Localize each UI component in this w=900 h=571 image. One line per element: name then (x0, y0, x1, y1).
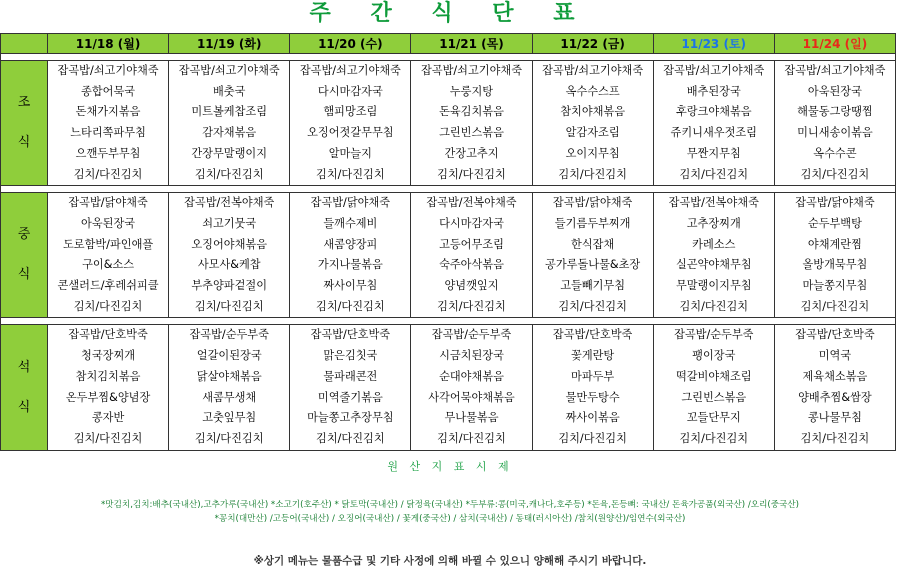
menu-item: 김치/다진김치 (800, 431, 870, 445)
menu-item: 다시마감자국 (317, 84, 383, 98)
menu-item: 올방개묵무침 (802, 258, 868, 272)
menu-cell (48, 193, 169, 318)
menu-item: 배춧국 (213, 84, 246, 98)
menu-item: 간장고추지 (444, 146, 499, 160)
day-header-sunday: 11/24 (일) (774, 34, 895, 54)
menu-item: 김치/다진김치 (316, 431, 385, 445)
day-header: 11/22 (금) (532, 34, 653, 54)
menu-item: 잡곡밥/순두부죽 (189, 328, 269, 342)
menu-item: 잡곡밥/쇠고기야채죽 (299, 64, 401, 77)
meal-label-char: 식 (17, 267, 31, 283)
origin-line: *꽁치(대만산) /고등어(국내산) / 오징어(국내산) / 꽃게(중국산) / 삼치(국내산) / 동태(러시아산) /참치(원양산)/임연수(외국산) (214, 514, 686, 524)
menu-cell (290, 193, 411, 318)
menu-item: 김치/다진김치 (316, 299, 385, 313)
menu-item: 배추된장국 (686, 84, 741, 98)
meal-spacer-cell (1, 186, 896, 193)
menu-item: 순대야채볶음 (439, 369, 504, 383)
menu-item: 김치/다진김치 (437, 167, 506, 181)
menu-item: 옥수수콘 (813, 146, 857, 160)
menu-item: 돈채가지볶음 (75, 105, 141, 119)
day-header: 11/19 (화) (169, 34, 290, 54)
menu-item: 물파래콘전 (323, 369, 378, 383)
menu-item: 공가루돌나물&초장 (545, 258, 641, 272)
menu-item: 쇠고기뭇국 (202, 216, 257, 230)
menu-item: 오징어젓갈무무침 (307, 126, 394, 140)
menu-item: 잡곡밥/단호박죽 (795, 328, 875, 342)
menu-cell (653, 193, 774, 318)
menu-item: 꼬들단무지 (686, 411, 741, 425)
menu-item: 간장무말랭이지 (191, 146, 268, 160)
meal-label-char: 식 (17, 399, 31, 415)
menu-item: 미역줄기볶음 (317, 390, 383, 404)
menu-item: 콩자반 (91, 411, 125, 425)
menu-item: 온두부찜&양념장 (65, 390, 151, 404)
menu-item: 도로함박/파인애플 (62, 237, 154, 251)
origin-line: *맛김치,김치:배추(국내산),고추가루(국내산) *소고기(호주산) * 닭토막(국내산) / 닭정육(국내산) *두부류:콩(미국,캐나다,호주등) *돈육,돈등뼈: 국내산/ 돈육가공품(외국산) /오리(중국산) (101, 500, 799, 510)
menu-item: 잡곡밥/단호박죽 (68, 328, 148, 342)
menu-item: 김치/다진김치 (194, 299, 264, 313)
menu-item: 팽이장국 (692, 349, 736, 363)
meal-label-char: 석 (17, 359, 31, 375)
meal-row (1, 325, 896, 450)
menu-item: 제육채소볶음 (802, 369, 868, 383)
menu-item: 마파두부 (571, 369, 615, 383)
menu-item: 잡곡밥/전복야채죽 (184, 196, 275, 210)
menu-item: 무짠지무침 (686, 146, 741, 160)
menu-item: 떡갈비야채조림 (675, 369, 752, 383)
menu-item: 고들빼기무침 (560, 279, 626, 293)
menu-item: 김치/다진김치 (800, 299, 870, 313)
menu-item: 잡곡밥/쇠고기야채죽 (57, 64, 159, 77)
meal-label (1, 61, 48, 186)
menu-cell (532, 61, 653, 186)
menu-item: 마늘쫑지무침 (802, 279, 868, 293)
menu-item: 꽃게란탕 (571, 349, 615, 363)
menu-cell (774, 61, 895, 186)
origin-label-title: 원 산 지 표 시 제 (387, 460, 513, 473)
menu-item: 마늘쫑고추장무침 (307, 411, 394, 425)
day-header: 11/18 (월) (48, 34, 169, 54)
menu-item: 잡곡밥/쇠고기야채죽 (784, 64, 886, 77)
menu-item: 김치/다진김치 (679, 299, 749, 313)
menu-item: 야채계란찜 (807, 237, 862, 251)
menu-item: 김치/다진김치 (437, 431, 506, 445)
menu-item: 청국장찌개 (81, 349, 136, 363)
menu-item: 콘샐러드/후레쉬피클 (57, 279, 159, 293)
corner-cell (1, 34, 48, 54)
menu-item: 김치/다진김치 (558, 167, 627, 181)
menu-cell (169, 61, 290, 186)
menu-item: 얼갈이된장국 (196, 349, 262, 363)
menu-item: 오이지무침 (565, 146, 620, 160)
menu-item: 잡곡밥/닭야채죽 (552, 196, 633, 210)
menu-item: 구이&소스 (82, 258, 135, 272)
menu-item: 그린빈스볶음 (681, 390, 747, 404)
menu-item: 미니새송이볶음 (797, 126, 873, 140)
menu-item: 햄피망조림 (323, 105, 378, 119)
menu-item: 참치야채볶음 (560, 105, 626, 119)
menu-item: 느타리쪽파무침 (70, 126, 146, 140)
menu-item: 고춧잎무침 (202, 411, 257, 425)
menu-item: 물만두탕수 (565, 390, 620, 404)
menu-item: 잡곡밥/단호박죽 (552, 328, 633, 342)
menu-item: 참치김치볶음 (75, 369, 141, 383)
menu-item: 무나물볶음 (444, 411, 499, 425)
meal-spacer-cell (1, 54, 896, 61)
menu-item: 김치/다진김치 (73, 167, 143, 181)
menu-cell (774, 325, 895, 450)
meal-label (1, 193, 48, 318)
menu-item: 해물동그랑땡찜 (797, 105, 873, 119)
menu-item: 다시마감자국 (439, 216, 504, 230)
meal-label-char: 식 (17, 135, 31, 151)
menu-cell (653, 61, 774, 186)
menu-item: 들깨수제비 (323, 216, 378, 230)
menu-item: 누룽지탕 (449, 84, 494, 98)
menu-item: 김치/다진김치 (194, 167, 264, 181)
menu-item: 김치/다진김치 (679, 167, 749, 181)
menu-item: 잡곡밥/전복야채죽 (426, 196, 517, 210)
menu-item: 숙주아삭볶음 (439, 258, 504, 272)
menu-item: 무말랭이지무침 (675, 279, 752, 293)
meal-spacer (1, 318, 896, 325)
menu-item: 잡곡밥/닭야채죽 (68, 196, 148, 210)
menu-item: 짜사이무침 (323, 279, 378, 293)
meal-spacer-cell (1, 318, 896, 325)
menu-item: 콩나물무침 (807, 411, 862, 425)
menu-item: 미역국 (818, 349, 852, 363)
day-header: 11/20 (수) (290, 34, 411, 54)
menu-item: 미트볼케찹조림 (191, 105, 268, 119)
menu-item: 으깬두부무침 (75, 146, 141, 160)
day-header-row (1, 34, 896, 54)
menu-item: 김치/다진김치 (679, 431, 749, 445)
menu-item: 그린빈스볶음 (439, 126, 504, 140)
menu-item: 사각어묵야채볶음 (428, 390, 515, 404)
menu-cell (532, 325, 653, 450)
menu-item: 양배추찜&쌈장 (798, 390, 872, 404)
menu-item: 시금치된장국 (439, 349, 504, 363)
menu-cell (653, 325, 774, 450)
menu-item: 김치/다진김치 (800, 167, 870, 181)
day-header: 11/21 (목) (411, 34, 532, 54)
menu-item: 김치/다진김치 (316, 167, 385, 181)
menu-item: 잡곡밥/쇠고기야채죽 (178, 64, 280, 77)
menu-item: 종합어묵국 (81, 84, 136, 98)
menu-item: 맑은김칫국 (323, 349, 378, 363)
menu-item: 아욱된장국 (807, 84, 862, 98)
menu-item: 김치/다진김치 (558, 299, 627, 313)
menu-item: 후랑크야채볶음 (675, 105, 752, 119)
menu-item: 닭살야채볶음 (196, 369, 262, 383)
page-title: 주 간 식 단 표 (309, 1, 591, 26)
menu-item: 한식잡채 (571, 237, 615, 251)
origin-label-text (0, 498, 900, 526)
menu-item: 잡곡밥/쇠고기야채죽 (420, 64, 523, 77)
menu-item: 잡곡밥/쇠고기야채죽 (542, 64, 644, 77)
menu-item: 김치/다진김치 (73, 299, 143, 313)
meal-spacer (1, 54, 896, 61)
menu-item: 고등어무조림 (439, 237, 504, 251)
menu-item: 감자채볶음 (202, 126, 257, 140)
meal-label-char: 조 (17, 95, 31, 111)
menu-item: 김치/다진김치 (73, 431, 143, 445)
day-header-saturday: 11/23 (토) (653, 34, 774, 54)
menu-cell (48, 61, 169, 186)
menu-item: 카레소스 (692, 237, 736, 251)
menu-item: 잡곡밥/닭야채죽 (310, 196, 391, 210)
menu-cell (411, 193, 532, 318)
menu-item: 잡곡밥/쇠고기야채죽 (663, 64, 765, 77)
menu-item: 잡곡밥/순두부죽 (674, 328, 754, 342)
menu-item: 잡곡밥/닭야채죽 (795, 196, 875, 210)
menu-item: 옥수수스프 (565, 84, 620, 98)
notice-text: ※상기 메뉴는 물품수급 및 기타 사정에 의해 바뀔 수 있으니 양해해 주시기 바랍니다. (253, 555, 647, 567)
menu-item: 돈육김치볶음 (439, 105, 504, 119)
menu-item: 가지나물볶음 (317, 258, 383, 272)
menu-item: 잡곡밥/단호박죽 (310, 328, 391, 342)
menu-item: 김치/다진김치 (558, 431, 627, 445)
menu-cell (290, 61, 411, 186)
menu-cell (411, 325, 532, 450)
menu-item: 잡곡밥/순두부죽 (431, 328, 512, 342)
menu-item: 쥬키니새우젓조림 (670, 126, 757, 140)
menu-item: 새콤양장피 (323, 237, 378, 251)
menu-item: 알마늘지 (328, 146, 372, 160)
menu-cell (532, 193, 653, 318)
menu-item: 김치/다진김치 (437, 299, 506, 313)
menu-item: 사모사&케찹 (197, 258, 261, 272)
menu-item: 양념깻잎지 (444, 279, 499, 293)
meal-label-char: 중 (17, 227, 31, 243)
menu-item: 새콤무생채 (202, 390, 257, 404)
menu-item: 알감자조림 (565, 126, 620, 140)
menu-item: 고추장찌개 (686, 216, 741, 230)
menu-cell (290, 325, 411, 450)
menu-item: 짜사이볶음 (565, 411, 620, 425)
menu-cell (774, 193, 895, 318)
menu-cell (169, 325, 290, 450)
menu-item: 부추양파겉절이 (191, 279, 268, 293)
menu-item: 오징어야채볶음 (191, 237, 268, 251)
menu-cell (48, 325, 169, 450)
meal-spacer (1, 186, 896, 193)
meal-label (1, 325, 48, 450)
meal-row (1, 193, 896, 318)
menu-item: 들기름두부찌개 (554, 216, 631, 230)
menu-item: 김치/다진김치 (194, 431, 264, 445)
menu-cell (411, 61, 532, 186)
weekly-menu-table (0, 33, 896, 451)
meal-row (1, 61, 896, 186)
menu-item: 아욱된장국 (81, 216, 136, 230)
menu-item: 잡곡밥/전복야채죽 (668, 196, 759, 210)
menu-cell (169, 193, 290, 318)
menu-item: 실곤약야채무침 (675, 258, 752, 272)
menu-item: 순두부백탕 (807, 216, 862, 230)
